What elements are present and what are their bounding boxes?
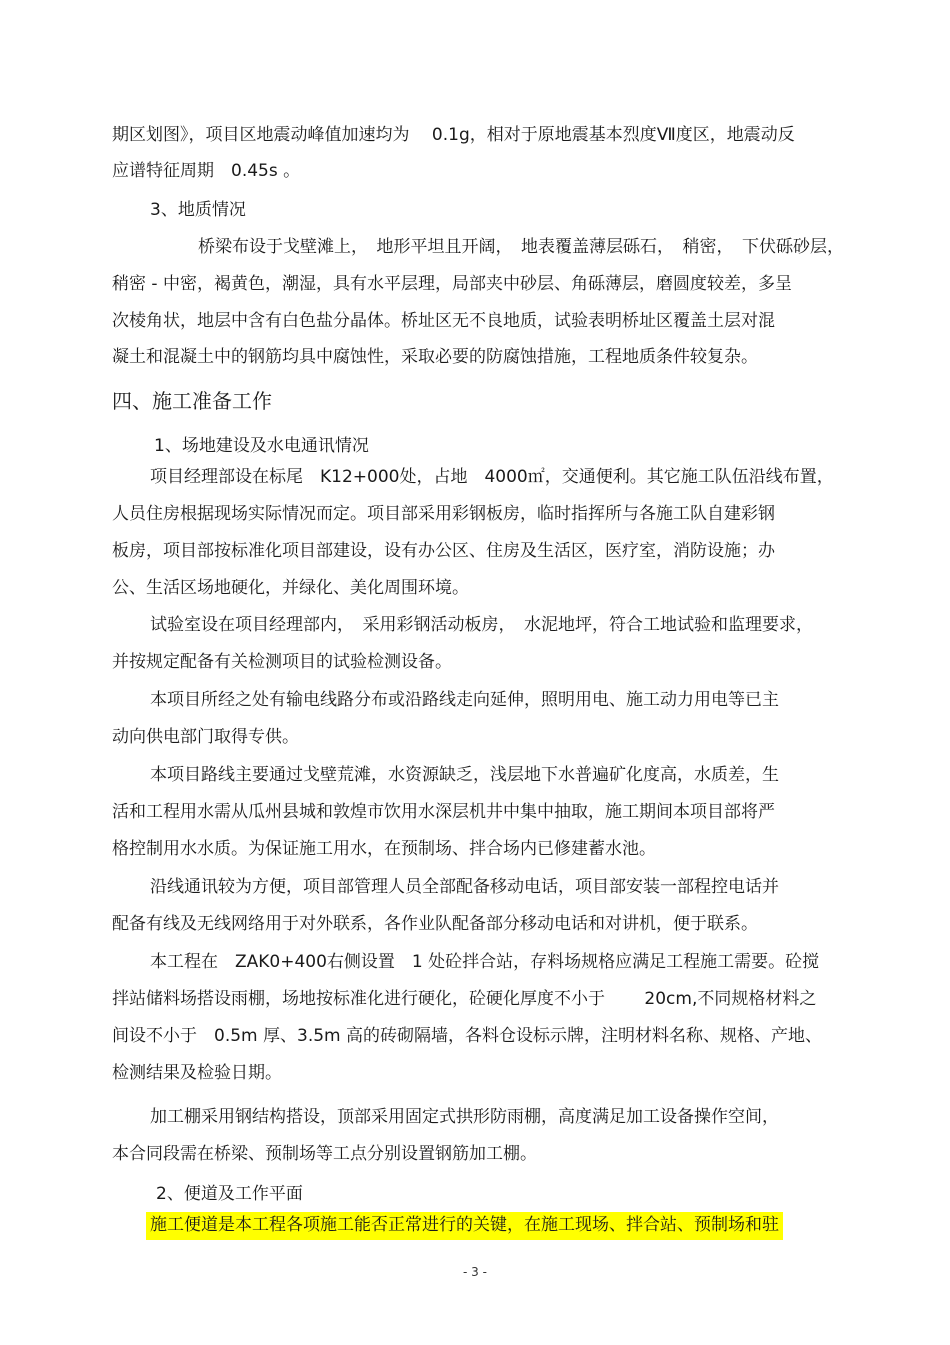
paragraph-line: 人员住房根据现场实际情况而定。项目部采用彩钢板房，临时指挥所与各施工队自建彩钢: [112, 504, 775, 524]
paragraph-line: 应谱特征周期 0.45s 。: [112, 161, 301, 181]
paragraph-line: 加工棚采用钢结构搭设，顶部采用固定式拱形防雨棚，高度满足加工设备操作空间，: [150, 1107, 779, 1127]
paragraph-line: 期区划图》，项目区地震动峰值加速均为 0.1g，相对于原地震基本烈度Ⅶ度区，地震动反: [112, 125, 795, 145]
paragraph-line: 活和工程用水需从瓜州县城和敦煌市饮用水深层机井中集中抽取，施工期间本项目部将严: [112, 802, 775, 822]
section-heading-access-road: 2、便道及工作平面: [156, 1184, 303, 1204]
paragraph-line: 次棱角状，地层中含有白色盐分晶体。桥址区无不良地质，试验表明桥址区覆盖土层对混: [112, 311, 775, 331]
paragraph-line: 稍密 - 中密，褐黄色，潮湿，具有水平层理，局部夹中砂层、角砾薄层，磨圆度较差，多呈: [112, 274, 792, 294]
paragraph-line: 公、生活区场地硬化，并绿化、美化周围环境。: [112, 578, 469, 598]
paragraph-line: 项目经理部设在标尾 K12+000处，占地 4000㎡，交通便利。其它施工队伍沿线布置，: [150, 467, 834, 487]
paragraph-line: 拌站储料场搭设雨棚，场地按标准化进行硬化，砼硬化厚度不小于 20cm,不同规格材料之: [112, 989, 817, 1009]
page-number: - 3 -: [463, 1265, 487, 1279]
paragraph-line: 本项目所经之处有输电线路分布或沿路线走向延伸，照明用电、施工动力用电等已主: [150, 690, 779, 710]
paragraph-line: 并按规定配备有关检测项目的试验检测设备。: [112, 652, 452, 672]
section-heading-geology: 3、地质情况: [150, 200, 246, 220]
paragraph-line: 本项目路线主要通过戈壁荒滩，水资源缺乏，浅层地下水普遍矿化度高，水质差，生: [150, 765, 779, 785]
paragraph-line: 动向供电部门取得专供。: [112, 727, 299, 747]
paragraph-line: 间设不小于 0.5m 厚、3.5m 高的砖砌隔墙，各料仓设标示牌，注明材料名称、规格、产地、: [112, 1026, 822, 1046]
paragraph-line: 配备有线及无线网络用于对外联系，各作业队配备部分移动电话和对讲机，便于联系。: [112, 914, 758, 934]
paragraph-line: 本工程在 ZAK0+400右侧设置 1 处砼拌合站，存料场规格应满足工程施工需要。砼搅: [150, 952, 820, 972]
section-heading-site: 1、场地建设及水电通讯情况: [154, 436, 369, 456]
paragraph-line: 试验室设在项目经理部内， 采用彩钢活动板房， 水泥地坪，符合工地试验和监理要求，: [150, 615, 813, 635]
paragraph-line: 桥梁布设于戈壁滩上， 地形平坦且开阔， 地表覆盖薄层砾石， 稍密， 下伏砾砂层，: [198, 237, 844, 257]
paragraph-line: 格控制用水水质。为保证施工用水，在预制场、拌合场内已修建蓄水池。: [112, 839, 656, 859]
chapter-heading-preparation: 四、施工准备工作: [112, 389, 272, 413]
paragraph-line: 板房，项目部按标准化项目部建设，设有办公区、住房及生活区，医疗室，消防设施；办: [112, 541, 775, 561]
paragraph-line: 本合同段需在桥梁、预制场等工点分别设置钢筋加工棚。: [112, 1144, 537, 1164]
paragraph-line: 检测结果及检验日期。: [112, 1063, 282, 1083]
paragraph-line: 沿线通讯较为方便，项目部管理人员全部配备移动电话，项目部安装一部程控电话并: [150, 877, 779, 897]
highlighted-paragraph-line: 施工便道是本工程各项施工能否正常进行的关键，在施工现场、拌合站、预制场和驻: [146, 1212, 783, 1240]
paragraph-line: 凝土和混凝土中的钢筋均具中腐蚀性，采取必要的防腐蚀措施，工程地质条件较复杂。: [112, 347, 758, 367]
